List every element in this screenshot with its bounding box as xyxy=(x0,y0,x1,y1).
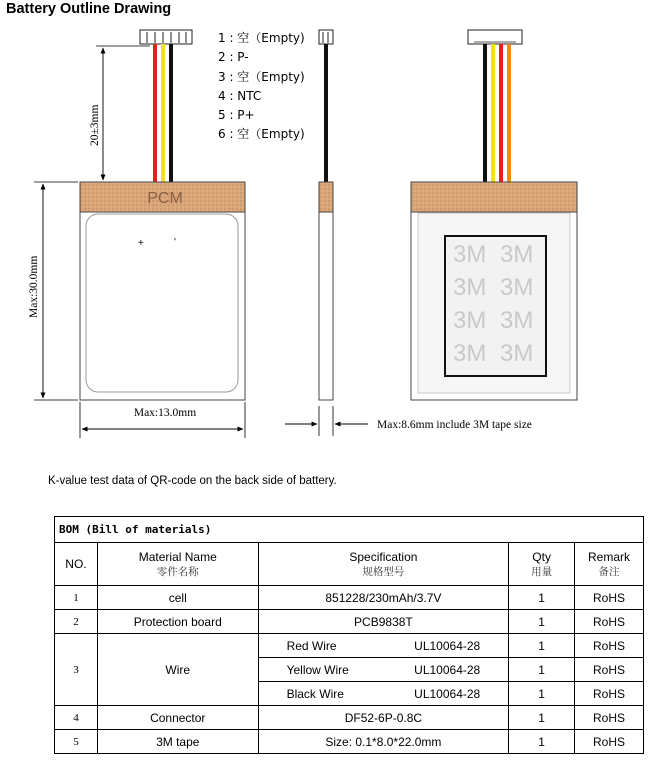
back-yellow-wire xyxy=(491,44,495,182)
wire-red: Red Wire UL10064-28 xyxy=(258,634,509,658)
pin-3: 3 : 空（Empty) xyxy=(218,69,305,84)
svg-text:3M: 3M xyxy=(500,274,534,301)
table-row: Yellow Wire UL10064-28 1 RoHS xyxy=(55,658,644,682)
bom-header-row xyxy=(55,543,644,586)
bom-title-row xyxy=(55,517,644,543)
pin-5: 5 : P+ xyxy=(218,108,255,123)
pin-1: 1 : 空（Empty) xyxy=(218,31,305,45)
side-view xyxy=(319,30,333,400)
wire-length-dimension xyxy=(89,46,150,180)
table-row: 2 Protection board PCB9838T 1 RoHS xyxy=(55,610,644,634)
wire-length-text: 20±3mm xyxy=(89,104,101,146)
pin-list xyxy=(218,29,305,145)
back-black-wire xyxy=(483,44,487,182)
svg-text:3M: 3M xyxy=(500,340,534,367)
height-text: Max:30.0mm xyxy=(28,255,40,318)
table-row: 4 Connector DF52-6P-0.8C 1 RoHS xyxy=(55,706,644,730)
back-pcm xyxy=(411,182,577,212)
front-black-wire xyxy=(169,44,173,182)
thickness-text: Max:8.6mm include 3M tape size xyxy=(377,419,532,431)
wire-black: Black Wire UL10064-28 xyxy=(258,682,509,706)
minus-terminal-mark: ' xyxy=(174,237,176,248)
table-row: 5 3M tape Size: 0.1*8.0*22.0mm 1 RoHS xyxy=(55,730,644,754)
pin-4: 4 : NTC xyxy=(218,88,262,103)
header-remark: Remark 备注 xyxy=(575,543,644,586)
wire-yellow: Yellow Wire UL10064-28 xyxy=(258,658,509,682)
side-cell-body xyxy=(319,182,333,400)
svg-text:3M: 3M xyxy=(500,241,534,268)
header-material-name: Material Name 零件名称 xyxy=(97,543,258,586)
side-pcm xyxy=(319,182,333,212)
svg-text:3M: 3M xyxy=(453,274,487,301)
header-specification: Specification 规格型号 xyxy=(258,543,509,586)
height-dimension xyxy=(28,182,78,400)
svg-text:3M: 3M xyxy=(453,340,487,367)
front-red-wire xyxy=(153,44,157,182)
back-red-wire xyxy=(499,44,503,182)
pin-2: 2 : P- xyxy=(218,50,249,65)
svg-text:3M: 3M xyxy=(453,241,487,268)
back-view xyxy=(411,30,577,400)
plus-terminal-mark: + xyxy=(138,238,144,249)
k-value-note: K-value test data of QR-code on the back side of battery. xyxy=(48,475,337,487)
table-row: Black Wire UL10064-28 1 RoHS xyxy=(55,682,644,706)
thickness-dimension xyxy=(285,406,532,436)
front-yellow-wire xyxy=(161,44,165,182)
bom-title: BOM (Bill of materials) xyxy=(55,517,644,543)
front-connector xyxy=(140,30,192,44)
page-title: Battery Outline Drawing xyxy=(6,1,172,17)
pin-6: 6 : 空（Empty) xyxy=(218,127,305,142)
side-connector xyxy=(319,30,333,44)
svg-text:3M: 3M xyxy=(500,307,534,334)
header-no: NO. xyxy=(55,543,98,586)
side-wire xyxy=(324,44,328,182)
svg-text:3M: 3M xyxy=(453,307,487,334)
table-row: 1 cell 851228/230mAh/3.7V 1 RoHS xyxy=(55,586,644,610)
width-text: Max:13.0mm xyxy=(133,407,197,419)
front-cell-outline xyxy=(86,214,238,392)
header-qty: Qty 用量 xyxy=(509,543,575,586)
width-dimension xyxy=(80,402,245,438)
back-orange-wire xyxy=(507,44,511,182)
bom-table xyxy=(54,516,644,754)
table-row: 3 Wire Red Wire UL10064-28 1 RoHS xyxy=(55,634,644,658)
pcm-label: PCM xyxy=(147,190,183,207)
